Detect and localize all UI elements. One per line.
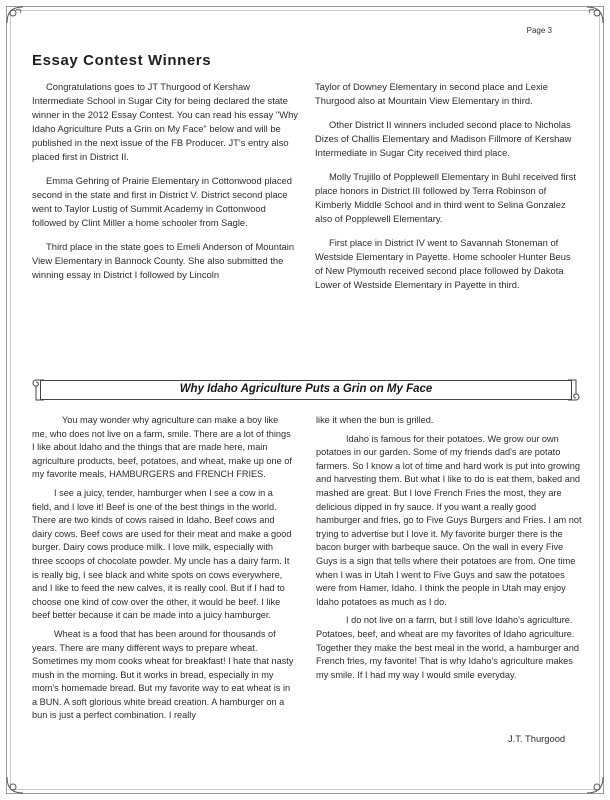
page-title: Essay Contest Winners bbox=[32, 52, 212, 69]
winners-paragraph: Congratulations goes to JT Thurgood of Kershaw Intermediate School in Sugar City for being declared the state winner in the 2012 Essay Contest. You can read his essay "Why Idaho Agriculture Puts a Grin on My Face" below and will be published in the next issue of the FB Producer. JT's entry also placed first in District II. bbox=[32, 81, 298, 162]
essay-paragraph: I see a juicy, tender, hamburger when I see a cow in a field, and I love it! Beef is one of the best things in the world. There are two kinds of cows raised in Idaho. Beef cows and dairy cows. Beef cows are used for their meat and make a good burger. Dairy cows produce milk. I love milk, especially with three scoops of chocolate powder. My uncle has a dairy farm. It is really big, I see black and white spots on cows everywhere, and I like to feed the new calves, it is really cool. But if I had to choose one kind of cow over the other, it would be beef. I like beef better because it can be made into a juicy hamburger. bbox=[32, 487, 292, 621]
winners-paragraph: Molly Trujillo of Popplewell Elementary in Buhl received first place honors in District III followed by Terra Robinson of Kimberly Middle School and in third went to Selina Gonzalez also of Popplewell Elementary. bbox=[315, 171, 576, 224]
essay-paragraph: You may wonder why agriculture can make a boy like me, who does not live on a farm, smile. There are a lot of things I like about Idaho and the things that are made here, main agriculture products, beef, potatoes, and wheat, make up one of my favorite meals, HAMBURGERS and FRENCH FRIES. bbox=[32, 415, 292, 480]
winners-paragraph: Third place in the state goes to Emeli Anderson of Mountain View Elementary in Bannock County. She also submitted the winning essay in District I followed by Lincoln bbox=[32, 241, 295, 280]
winners-column-right bbox=[315, 80, 580, 302]
essay-paragraph: Wheat is a food that has been around for thousands of years. There are many different ways to prepare wheat. Sometimes my mom cooks wheat for breakfast! I hate that nasty mush in the morning. But it works in bread, especially in my mom's homemade bread. But my favorite way to eat wheat is in a BUN. A soft glorious white bread creation. A hamburger on a bun is just a perfect combination. I really bbox=[32, 628, 294, 721]
essay-paragraph: like it when the bun is grilled. bbox=[316, 415, 434, 425]
essay-paragraph: I do not live on a farm, but I still love Idaho's agriculture. Potatoes, beef, and wheat are my favorites of Idaho agriculture. Together they make the best meal in the world, a hamburger and French fries, my favorite! That is why Idaho's agriculture makes my smile. If I had my way I would smile everyday. bbox=[316, 615, 580, 680]
essay-title: Why Idaho Agriculture Puts a Grin on My Face bbox=[179, 383, 433, 395]
essay-column-left bbox=[32, 414, 294, 728]
winners-paragraph: Other District II winners included second place to Nicholas Dizes of Challis Elementary and Madison Fillmore of Kershaw Intermediate in Sugar City received third place. bbox=[315, 119, 572, 158]
page-number: Page 3 bbox=[526, 26, 552, 35]
winners-paragraph: Emma Gehring of Prairie Elementary in Cottonwood placed second in the state and first in District V. District second place went to Taylor Lustig of Summit Academy in Cottonwood followed by Clint Miller a home schooler from Sagle. bbox=[32, 175, 292, 228]
corner-flourish-icon bbox=[4, 4, 28, 26]
corner-flourish-icon bbox=[582, 4, 606, 26]
corner-flourish-icon bbox=[4, 774, 28, 796]
winners-paragraph: First place in District IV went to Savannah Stoneman of Westside Elementary in Payette. Home schooler Hunter Beus of New Plymouth received second place followed by Dakota Lower of Westside Elementary in Payette in third. bbox=[315, 237, 571, 290]
winners-column-left bbox=[32, 80, 300, 292]
essay-title-banner bbox=[30, 378, 582, 402]
corner-flourish-icon bbox=[582, 774, 606, 796]
winners-paragraph: Taylor of Downey Elementary in second place and Lexie Thurgood also at Mountain View Elementary in third. bbox=[315, 81, 548, 106]
essay-signature: J.T. Thurgood bbox=[508, 733, 566, 744]
essay-column-right bbox=[316, 414, 582, 687]
essay-paragraph: Idaho is famous for their potatoes. We grow our own potatoes in our garden. Some of my friends dad's are potato farmers. So I know a lot of time and hard work is put into growing and harvesting them. But what I like to do is eat them, baked and mashed are great. But I love French Fries the most, they are delicious dipped in fry sauce. If you want a really good hamburger and fries, go to Five Guys Burgers and Fries. I am not trying to advertise but I love it. My favorite burger there is the bacon burger with barbeque sauce. On the wall in every Five Guys is a sign that tells where their potatoes are from. One time when I was in Utah I went to Five Guys and saw the potatoes were from Hamer, Idaho. I think the people in Utah may enjoy Idaho potatoes as much as I do. bbox=[316, 433, 582, 607]
